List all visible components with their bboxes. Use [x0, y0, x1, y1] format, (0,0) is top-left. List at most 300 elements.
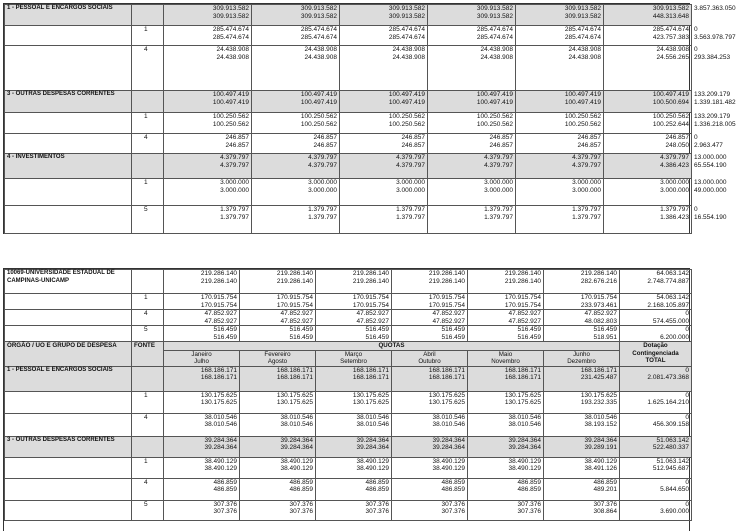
quota-value: 130.175.625 — [352, 391, 389, 399]
fonte-cell — [132, 366, 164, 391]
quota-cell — [240, 436, 316, 457]
quota-value: 307.376 — [365, 500, 389, 508]
fonte-cell — [132, 154, 164, 179]
quota-value: 219.286.140 — [200, 277, 237, 285]
quota-value: 48.082.803 — [584, 317, 617, 325]
quota-cell — [340, 26, 428, 46]
fonte-cell — [132, 5, 164, 26]
quota-value: 38.490.129 — [204, 457, 237, 465]
quota-value: 38.010.546 — [356, 413, 389, 421]
quota-cell — [516, 113, 604, 134]
quota-value: 130.175.625 — [352, 399, 389, 406]
quota-value: 486.859 — [593, 478, 617, 486]
quota-value: 24.438.908 — [480, 46, 513, 53]
quota-value: 130.175.625 — [276, 399, 313, 406]
row-label — [5, 326, 132, 342]
month-name: Setembro — [340, 358, 367, 365]
quota-value: 168.186.171 — [580, 366, 617, 374]
quota-value: 246.857 — [577, 141, 601, 149]
quota-value: 282.676.216 — [580, 277, 617, 285]
quota-value: 130.175.625 — [504, 399, 541, 406]
quota-cell — [164, 113, 252, 134]
quota-value: 246.857 — [577, 134, 601, 141]
fonte-cell: 4 — [132, 310, 164, 326]
quota-cell — [544, 310, 620, 326]
month-name: Agosto — [267, 358, 288, 365]
quota-value: 307.376 — [517, 508, 541, 515]
quota-value: 38.010.546 — [280, 421, 313, 428]
quota-value: 3.000.000 — [484, 179, 513, 186]
month-header — [164, 350, 240, 366]
quota-value: 1.379.797 — [484, 213, 513, 221]
quota-cell — [468, 436, 544, 457]
quota-value: 168.186.171 — [504, 366, 541, 374]
quota-value: 38.490.129 — [280, 457, 313, 465]
quota-value: 39.284.364 — [508, 444, 541, 451]
quota-value: 170.915.754 — [504, 294, 541, 301]
fonte-cell: 1 — [132, 391, 164, 413]
quota-value: 100.497.419 — [212, 91, 249, 98]
quota-cell — [544, 326, 620, 342]
quota-value: 512.945.687 — [652, 465, 689, 472]
row-label — [5, 310, 132, 326]
fonte-cell: 1 — [132, 179, 164, 206]
quota-cell — [164, 5, 252, 26]
quota-cell — [392, 478, 468, 500]
quota-value: 100.250.562 — [388, 113, 425, 120]
row-label — [5, 46, 132, 91]
dotacao-cell — [620, 478, 692, 500]
quota-cell — [164, 270, 240, 294]
quota-value: 100.500.694 — [652, 98, 689, 106]
quota-value: 309.913.582 — [476, 5, 513, 12]
quota-value: 38.010.546 — [432, 413, 465, 421]
dotacao-cell — [620, 326, 692, 342]
quota-value: 168.186.171 — [352, 374, 389, 381]
fonte-cell: 4 — [132, 46, 164, 91]
quota-cell — [604, 134, 692, 154]
quota-value: 516.459 — [213, 326, 237, 333]
table-row: 4 246.857 246.857 246.857 246.857 246.857 246.857 246.857 246.857 246.857 246.857 246.857 248.050 0 2.963.477 — [5, 134, 692, 154]
quota-value: 516.459 — [365, 333, 389, 341]
quota-value: 285.474.674 — [212, 26, 249, 33]
quota-value: 522.480.337 — [652, 444, 689, 451]
table-row: 4 24.438.908 24.438.908 24.438.908 24.438.908 24.438.908 24.438.908 24.438.908 24.438.908 24.438.908 24.438.908 24.438.908 24.556.265 0 293.384.253 — [5, 46, 692, 91]
quota-value: 307.376 — [517, 500, 541, 508]
quota-value: 0 — [685, 326, 689, 333]
quota-cell — [340, 46, 428, 91]
dotacao-cell — [620, 366, 692, 391]
quota-value: 24.438.908 — [392, 53, 425, 61]
row-label — [5, 294, 132, 310]
quota-value: 246.857 — [225, 134, 249, 141]
row-label — [5, 500, 132, 520]
fonte-cell: 5 — [132, 500, 164, 520]
quota-value: 130.175.625 — [428, 391, 465, 399]
quota-value: 130.175.625 — [504, 391, 541, 399]
quota-value: 219.286.140 — [276, 270, 313, 277]
quota-value: 285.474.674 — [300, 26, 337, 33]
quota-value: 219.286.140 — [580, 270, 617, 277]
budget-table-1 — [3, 3, 736, 234]
month-header — [240, 350, 316, 366]
quota-value: 100.250.562 — [564, 113, 601, 120]
quota-value: 4.379.797 — [484, 154, 513, 161]
quota-value: 1.379.797 — [484, 206, 513, 213]
quota-cell — [316, 294, 392, 310]
quota-cell — [544, 500, 620, 520]
quota-value: 285.474.674 — [388, 26, 425, 33]
quota-cell — [544, 457, 620, 478]
quota-value: 2.168.105.897 — [647, 301, 689, 309]
quota-value: 47.852.927 — [432, 310, 465, 317]
quota-value: 100.250.562 — [476, 120, 513, 128]
fonte-cell: 1 — [132, 113, 164, 134]
quota-cell — [316, 457, 392, 478]
quota-cell — [164, 294, 240, 310]
quota-cell — [164, 326, 240, 342]
budget-table-2-grid — [4, 269, 692, 521]
quota-value: 486.859 — [213, 486, 237, 493]
dotacao-cell — [620, 436, 692, 457]
table-row: 4 - INVESTIMENTOS 4.379.797 4.379.797 4.379.797 4.379.797 4.379.797 4.379.797 4.379.797 4.379.797 4.379.797 4.379.797 4.379.797 4.386.423 13.000.000 65.554.190 — [5, 154, 692, 179]
month-name: Julho — [194, 358, 209, 365]
quota-value: 285.474.674 — [388, 33, 425, 41]
quota-value: 246.857 — [225, 141, 249, 149]
quota-value: 170.915.754 — [428, 294, 465, 301]
quota-cell — [340, 134, 428, 154]
quota-cell — [164, 413, 240, 436]
quota-value: 1.379.797 — [572, 213, 601, 221]
quota-cell — [164, 436, 240, 457]
month-name: Novembro — [491, 358, 520, 365]
quota-value: 64.063.142 — [656, 270, 689, 277]
quota-value: 307.376 — [213, 508, 237, 515]
month-name: Junho — [573, 350, 590, 358]
quota-value: 170.915.754 — [428, 301, 465, 309]
quota-value: 39.284.364 — [584, 436, 617, 444]
fonte-cell: 4 — [132, 134, 164, 154]
quota-cell — [252, 5, 340, 26]
quota-value: 219.286.140 — [504, 277, 541, 285]
quota-value: 130.175.625 — [276, 391, 313, 399]
quota-value: 0 — [685, 310, 689, 317]
quota-value: 170.915.754 — [276, 294, 313, 301]
quota-value: 3.000.000 — [220, 179, 249, 186]
quota-value: 486.859 — [365, 478, 389, 486]
quota-value: 1.379.797 — [396, 206, 425, 213]
quota-value: 285.474.674 — [212, 33, 249, 41]
quota-cell — [468, 326, 544, 342]
quota-value: 100.497.419 — [388, 98, 425, 106]
quota-value: 168.186.171 — [352, 366, 389, 374]
budget-table-2 — [3, 268, 690, 531]
quota-cell — [252, 91, 340, 113]
quota-value: 168.186.171 — [276, 366, 313, 374]
row-label: 10069-UNIVERSIDADE ESTADUAL DE CAMPINAS-UNICAMP — [5, 270, 132, 294]
quota-value: 0 — [685, 366, 689, 374]
row-label — [5, 391, 132, 413]
quota-value: 100.497.419 — [476, 98, 513, 106]
month-name: Fevereiro — [264, 350, 291, 358]
quota-value: 219.286.140 — [200, 270, 237, 277]
quota-value: 486.859 — [213, 478, 237, 486]
quota-cell — [516, 206, 604, 234]
quota-value: 1.379.797 — [220, 206, 249, 213]
dotacao-cell — [620, 413, 692, 436]
quota-value: 168.186.171 — [504, 374, 541, 381]
quota-value: 219.286.140 — [276, 277, 313, 285]
quota-value: 0 — [685, 391, 689, 399]
quota-value: 47.852.927 — [204, 310, 237, 317]
quota-value: 6.200.000 — [660, 333, 689, 341]
quota-cell — [604, 5, 692, 26]
quota-value: 1.379.797 — [572, 206, 601, 213]
quota-cell — [316, 413, 392, 436]
quota-value: 3.000.000 — [484, 186, 513, 194]
quota-cell — [164, 26, 252, 46]
quota-cell — [252, 154, 340, 179]
month-header — [544, 350, 620, 366]
quota-value: 246.857 — [401, 134, 425, 141]
quota-value: 4.379.797 — [572, 154, 601, 161]
table-row — [5, 436, 692, 457]
quota-value: 307.376 — [441, 500, 465, 508]
quota-value: 170.915.754 — [200, 294, 237, 301]
month-header — [316, 350, 392, 366]
quota-value: 47.852.927 — [204, 317, 237, 325]
quota-value: 3.000.000 — [660, 179, 689, 186]
quota-cell — [428, 5, 516, 26]
row-label — [5, 413, 132, 436]
quota-cell — [516, 26, 604, 46]
quota-cell — [428, 134, 516, 154]
quota-cell — [604, 26, 692, 46]
quota-value: 308.864 — [593, 508, 617, 515]
quota-cell — [544, 294, 620, 310]
quota-cell — [252, 206, 340, 234]
quota-cell — [604, 113, 692, 134]
quota-cell — [428, 113, 516, 134]
table-row — [5, 478, 692, 500]
quota-value: 100.250.562 — [476, 113, 513, 120]
quota-cell — [164, 391, 240, 413]
month-name: Dezembro — [567, 358, 596, 365]
quota-cell — [604, 179, 692, 206]
table-row: 1 3.000.000 3.000.000 3.000.000 3.000.000 3.000.000 3.000.000 3.000.000 3.000.000 3.000.000 3.000.000 3.000.000 3.000.000 13.000.000 49.000.000 — [5, 179, 692, 206]
quota-value: 47.852.927 — [356, 310, 389, 317]
quota-cell — [392, 310, 468, 326]
quota-value: 39.284.364 — [204, 444, 237, 451]
quota-value: 4.379.797 — [396, 154, 425, 161]
quota-value: 3.690.000 — [660, 508, 689, 515]
quota-value: 170.915.754 — [504, 301, 541, 309]
quota-value: 246.857 — [401, 141, 425, 149]
quota-cell — [252, 26, 340, 46]
row-label — [5, 179, 132, 206]
quota-value: 168.186.171 — [276, 374, 313, 381]
quota-cell — [468, 478, 544, 500]
table-row: 1 - PESSOAL E ENCARGOS SOCIAIS 309.913.582 309.913.582 309.913.582 309.913.582 309.913.582 309.913.582 309.913.582 309.913.582 309.913.582 309.913.582 309.913.582 448.313.648 3.857.363.050 — [5, 5, 692, 26]
quota-value: 38.010.546 — [508, 413, 541, 421]
row-label — [5, 134, 132, 154]
quota-value: 24.438.908 — [304, 53, 337, 61]
quota-value: 100.250.562 — [212, 120, 249, 128]
quota-cell — [392, 413, 468, 436]
table-row — [5, 391, 692, 413]
dotacao-cell — [620, 391, 692, 413]
quota-cell — [516, 46, 604, 91]
quota-cell — [340, 113, 428, 134]
quota-cell — [316, 366, 392, 391]
quota-cell — [392, 391, 468, 413]
quota-value: 100.250.562 — [212, 113, 249, 120]
fonte-cell: 5 — [132, 326, 164, 342]
quota-cell — [392, 500, 468, 520]
row-label: 3 - OUTRAS DESPESAS CORRENTES — [5, 91, 132, 113]
table-row: 1 100.250.562 100.250.562 100.250.562 100.250.562 100.250.562 100.250.562 100.250.562 100.250.562 100.250.562 100.250.562 100.250.562 100.252.644 133.209.179 1.336.218.005 — [5, 113, 692, 134]
quota-value: 100.497.419 — [564, 91, 601, 98]
quota-cell — [164, 91, 252, 113]
quota-cell — [604, 46, 692, 91]
row-label — [5, 113, 132, 134]
quota-value: 38.490.129 — [508, 465, 541, 472]
quota-cell — [340, 5, 428, 26]
quota-value: 168.186.171 — [428, 374, 465, 381]
quota-value: 219.286.140 — [428, 277, 465, 285]
quota-value: 39.284.364 — [356, 436, 389, 444]
quota-value: 100.252.644 — [652, 120, 689, 128]
quota-cell — [392, 436, 468, 457]
quota-value: 130.175.625 — [428, 399, 465, 406]
fonte-cell: 4 — [132, 478, 164, 500]
quota-value: 285.474.674 — [564, 33, 601, 41]
row-label: 1 - PESSOAL E ENCARGOS SOCIAIS — [5, 366, 132, 391]
fonte-cell: 4 — [132, 413, 164, 436]
quota-cell — [428, 154, 516, 179]
quota-cell — [240, 478, 316, 500]
quota-value: 219.286.140 — [504, 270, 541, 277]
quota-cell — [316, 500, 392, 520]
quota-value: 1.386.423 — [660, 213, 689, 221]
quota-cell — [468, 500, 544, 520]
quota-value: 3.000.000 — [308, 186, 337, 194]
quota-value: 309.913.582 — [476, 12, 513, 20]
quota-value: 309.913.582 — [388, 12, 425, 20]
quota-value: 309.913.582 — [564, 12, 601, 20]
quota-value: 170.915.754 — [276, 301, 313, 309]
row-label — [5, 26, 132, 46]
quota-value: 486.859 — [517, 478, 541, 486]
row-label: 4 - INVESTIMENTOS — [5, 154, 132, 179]
quota-value: 39.284.364 — [280, 444, 313, 451]
quota-value: 38.010.546 — [432, 421, 465, 428]
quota-value: 100.250.562 — [652, 113, 689, 120]
quota-cell — [516, 154, 604, 179]
quota-cell — [240, 366, 316, 391]
table-row — [5, 326, 692, 342]
quota-value: 285.474.674 — [476, 33, 513, 41]
quota-cell — [164, 134, 252, 154]
quota-value: 38.490.129 — [280, 465, 313, 472]
quota-value: 24.438.908 — [392, 46, 425, 53]
quota-cell — [468, 457, 544, 478]
quota-value: 4.379.797 — [220, 154, 249, 161]
month-name: Janeiro — [191, 350, 212, 358]
table-row: 5 1.379.797 1.379.797 1.379.797 1.379.797 1.379.797 1.379.797 1.379.797 1.379.797 1.379.797 1.379.797 1.379.797 1.386.423 0 16.554.190 — [5, 206, 692, 234]
quota-value: 4.386.423 — [660, 161, 689, 169]
quota-value: 309.913.582 — [652, 5, 689, 12]
table-row — [5, 457, 692, 478]
quota-value: 24.438.908 — [568, 53, 601, 61]
quota-cell — [604, 91, 692, 113]
dotacao-cell — [620, 294, 692, 310]
fonte-cell — [132, 436, 164, 457]
quota-value: 516.459 — [441, 326, 465, 333]
quota-value: 456.309.158 — [652, 421, 689, 428]
quota-cell — [468, 294, 544, 310]
quota-value: 2.748.774.887 — [647, 277, 689, 285]
quota-cell — [340, 91, 428, 113]
quota-value: 38.490.129 — [508, 457, 541, 465]
quota-cell — [164, 154, 252, 179]
quota-cell — [544, 436, 620, 457]
quota-cell — [544, 366, 620, 391]
quota-cell — [240, 270, 316, 294]
month-name: Abril — [423, 350, 436, 358]
quota-cell — [164, 478, 240, 500]
table-row — [5, 413, 692, 436]
quota-value: 38.491.126 — [584, 465, 617, 472]
quota-value: 24.438.908 — [480, 53, 513, 61]
quota-cell — [544, 391, 620, 413]
quota-cell — [316, 326, 392, 342]
quota-value: 489.201 — [593, 486, 617, 493]
fonte-cell — [132, 270, 164, 294]
month-name: Março — [344, 350, 363, 358]
quota-cell — [240, 294, 316, 310]
quota-value: 1.625.164.210 — [647, 399, 689, 406]
quota-value: 39.289.191 — [584, 444, 617, 451]
quota-cell — [516, 5, 604, 26]
quota-value: 516.459 — [517, 326, 541, 333]
quota-value: 39.284.364 — [204, 436, 237, 444]
fonte-cell — [132, 91, 164, 113]
quota-value: 516.459 — [593, 326, 617, 333]
quota-value: 0 — [685, 478, 689, 486]
quota-cell — [316, 310, 392, 326]
quota-value: 486.859 — [365, 486, 389, 493]
fonte-cell: 1 — [132, 26, 164, 46]
dotacao-header: Dotação Contingenciada TOTAL — [620, 342, 692, 367]
quota-cell — [252, 134, 340, 154]
quota-cell — [240, 500, 316, 520]
quota-value: 39.284.364 — [508, 436, 541, 444]
quota-value: 38.010.546 — [584, 413, 617, 421]
quota-value: 516.459 — [365, 326, 389, 333]
quota-value: 307.376 — [441, 508, 465, 515]
quota-value: 3.000.000 — [572, 186, 601, 194]
quota-value: 516.459 — [213, 333, 237, 341]
quota-value: 38.010.546 — [204, 421, 237, 428]
quota-value: 38.490.129 — [432, 465, 465, 472]
quota-value: 3.000.000 — [308, 179, 337, 186]
quota-value: 100.497.419 — [564, 98, 601, 106]
quota-value: 24.556.265 — [656, 53, 689, 61]
quota-value: 39.284.364 — [356, 444, 389, 451]
quota-value: 219.286.140 — [352, 277, 389, 285]
quota-value: 1.379.797 — [396, 213, 425, 221]
